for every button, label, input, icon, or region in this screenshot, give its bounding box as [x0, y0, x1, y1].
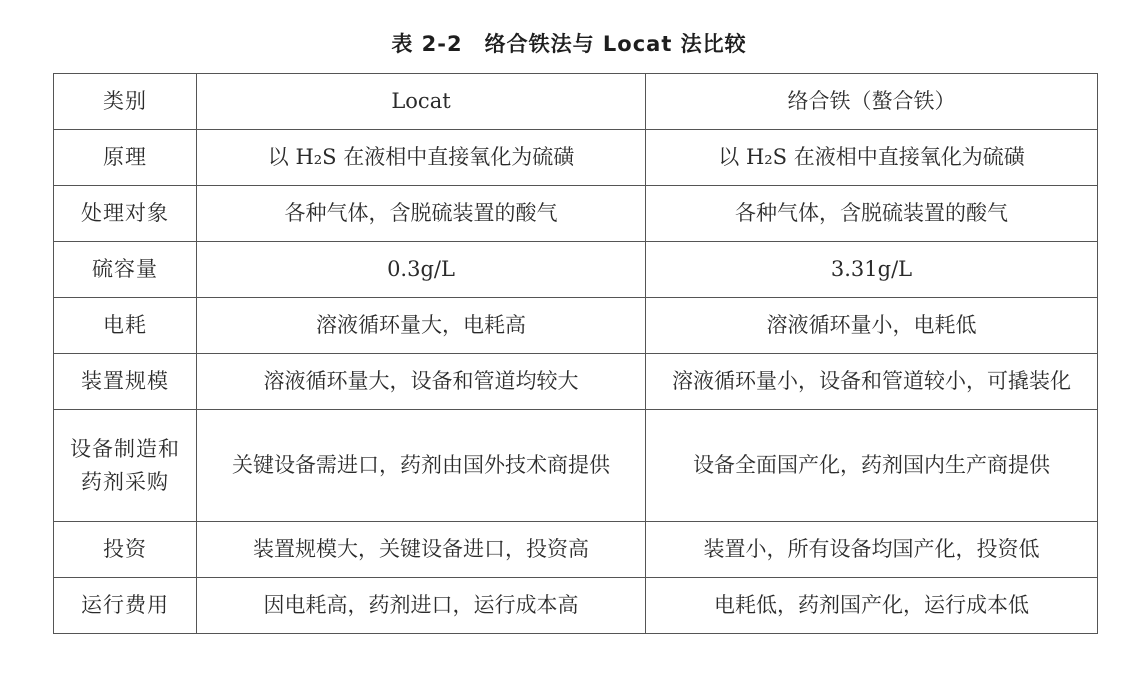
- table-title: 络合铁法与 Locat 法比较: [484, 32, 747, 56]
- row-locat-cell: 关键设备需进口，药剂由国外技术商提供: [197, 410, 646, 522]
- row-iron-cell: 各种气体，含脱硫装置的酸气: [646, 186, 1098, 242]
- row-category: 装置规模: [54, 354, 197, 410]
- row-iron-cell: 设备全面国产化，药剂国内生产商提供: [646, 410, 1098, 522]
- row-category: 运行费用: [54, 578, 197, 634]
- row-locat-cell: 溶液循环量大，设备和管道均较大: [197, 354, 646, 410]
- comparison-table: [53, 73, 1098, 634]
- table-row: [54, 298, 1098, 354]
- row-locat-cell: 因电耗高，药剂进口，运行成本高: [197, 578, 646, 634]
- row-category: 电耗: [54, 298, 197, 354]
- row-iron-cell: 3.31g/L: [646, 242, 1098, 298]
- row-locat-cell: 0.3g/L: [197, 242, 646, 298]
- row-locat-cell: 装置规模大，关键设备进口，投资高: [197, 522, 646, 578]
- row-category: 设备制造和药剂采购: [54, 410, 197, 522]
- row-iron-cell: 溶液循环量小，电耗低: [646, 298, 1098, 354]
- table-row: [54, 354, 1098, 410]
- table-row: [54, 410, 1098, 522]
- row-category: 处理对象: [54, 186, 197, 242]
- table-number: 表 2-2: [391, 32, 463, 56]
- row-category: 原理: [54, 130, 197, 186]
- header-locat: Locat: [197, 74, 646, 130]
- row-iron-cell: 以 H₂S 在液相中直接氧化为硫磺: [646, 130, 1098, 186]
- row-iron-cell: 溶液循环量小，设备和管道较小，可撬装化: [646, 354, 1098, 410]
- row-category: 硫容量: [54, 242, 197, 298]
- header-category: 类别: [54, 74, 197, 130]
- table-caption: [0, 28, 1138, 58]
- table-row: [54, 242, 1098, 298]
- table-header-row: [54, 74, 1098, 130]
- table-row: [54, 578, 1098, 634]
- row-locat-cell: 各种气体，含脱硫装置的酸气: [197, 186, 646, 242]
- row-category: 投资: [54, 522, 197, 578]
- row-iron-cell: 电耗低，药剂国产化，运行成本低: [646, 578, 1098, 634]
- table-row: [54, 186, 1098, 242]
- table-row: [54, 522, 1098, 578]
- header-iron-chelate: 络合铁（螯合铁）: [646, 74, 1098, 130]
- row-iron-cell: 装置小，所有设备均国产化，投资低: [646, 522, 1098, 578]
- table-row: [54, 130, 1098, 186]
- row-locat-cell: 以 H₂S 在液相中直接氧化为硫磺: [197, 130, 646, 186]
- row-locat-cell: 溶液循环量大，电耗高: [197, 298, 646, 354]
